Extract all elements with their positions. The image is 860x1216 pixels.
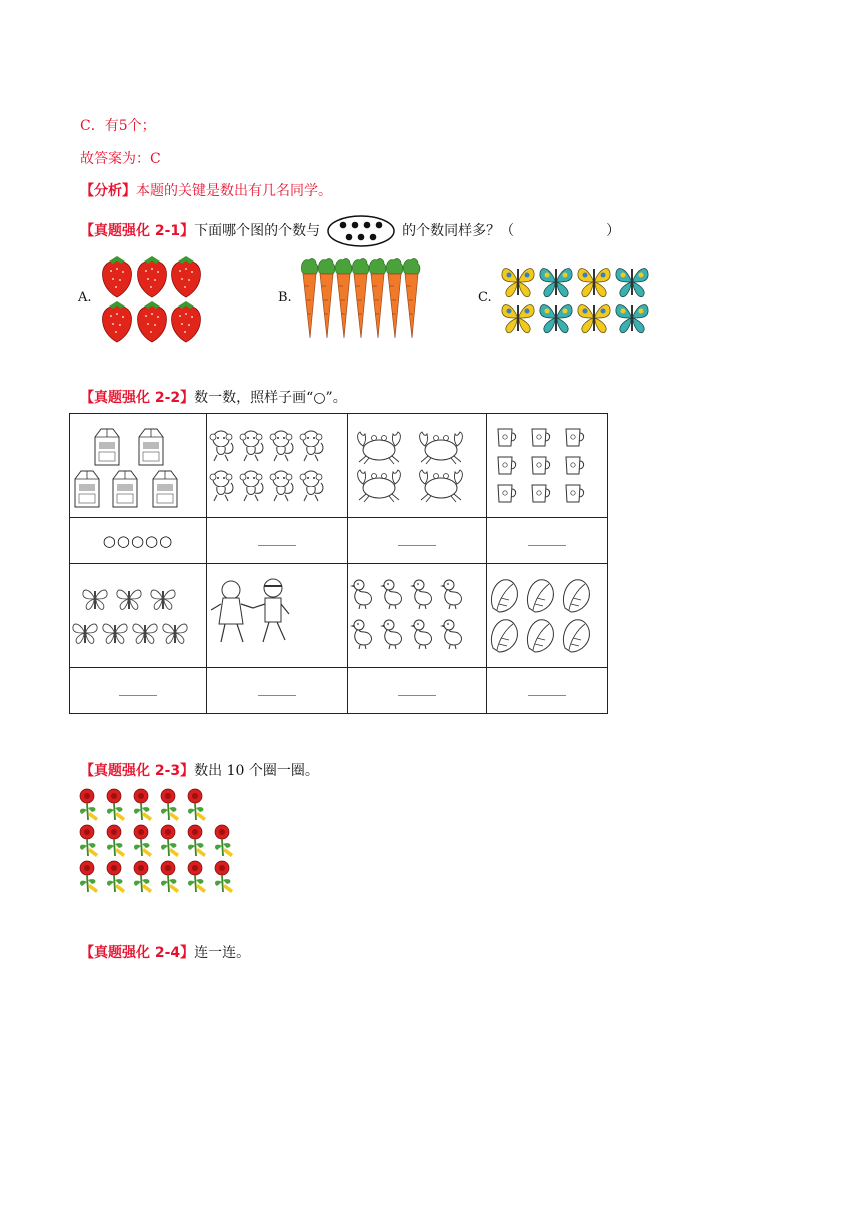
answer-cell-example [70, 518, 207, 564]
butterfly-icon [500, 263, 652, 335]
cell-butterfly [70, 564, 207, 668]
milk-carton-icon [70, 423, 180, 509]
question-2-3 [80, 760, 319, 780]
answer-cell[interactable] [487, 668, 608, 714]
question-text-2: 的个数同样多？（ [402, 223, 515, 239]
cabbage-icon [487, 576, 593, 656]
answer-cell[interactable] [70, 668, 207, 714]
example-circles: ○○○○○ [102, 532, 174, 550]
flower-icon [76, 788, 246, 896]
cell-cabbage [487, 564, 608, 668]
cell-duck [348, 564, 487, 668]
answer-blank[interactable] [398, 683, 436, 696]
cell-children [207, 564, 348, 668]
answer-blank[interactable] [119, 683, 157, 696]
strawberry-icon [100, 253, 205, 345]
question-tag: 【真题强化 2-2】 [80, 390, 195, 406]
cup-icon [487, 424, 591, 508]
question-2-4 [80, 942, 250, 962]
answer-blank[interactable] [258, 533, 296, 546]
final-answer-line: 故答案为：C [80, 151, 161, 167]
option-a-label: A. [78, 290, 92, 305]
answer-cell[interactable] [487, 518, 608, 564]
cell-cup [487, 414, 608, 518]
cell-monkey [207, 414, 348, 518]
answer-cell[interactable] [207, 518, 348, 564]
answer-blank[interactable] [398, 533, 436, 546]
dots-oval-icon [326, 214, 396, 248]
question-text: 数出 10 个圈一圈。 [194, 763, 319, 779]
question-2-2 [80, 387, 347, 407]
question-text: 数一数，照样子画“○”。 [194, 390, 347, 406]
answer-blank[interactable] [528, 683, 566, 696]
answer-blank[interactable] [528, 533, 566, 546]
analysis-text: 本题的关键是数出有几名同学。 [136, 183, 332, 199]
children-icon [207, 576, 297, 656]
cell-milk [70, 414, 207, 518]
paren-close: ） [606, 223, 621, 239]
question-tag: 【真题强化 2-1】 [80, 223, 195, 239]
butterfly-outline-icon [70, 581, 188, 651]
analysis-line [80, 180, 332, 200]
question-text: 连一连。 [194, 945, 251, 961]
answer-blank[interactable] [258, 683, 296, 696]
option-c-label: C. [478, 290, 492, 305]
analysis-tag: 【分析】 [80, 183, 136, 199]
question-tag: 【真题强化 2-4】 [80, 945, 195, 961]
cell-crab [348, 414, 487, 518]
question-tag: 【真题强化 2-3】 [80, 763, 195, 779]
monkey-icon [207, 427, 331, 505]
answer-c-line: C．有5个； [80, 118, 156, 134]
duck-icon [348, 577, 470, 655]
question-2-1 [80, 214, 620, 248]
carrot-icon [300, 258, 428, 340]
option-b-label: B. [278, 290, 292, 305]
answer-cell[interactable] [348, 518, 487, 564]
answer-cell[interactable] [207, 668, 348, 714]
question-text: 下面哪个图的个数与 [194, 223, 321, 239]
counting-table [69, 413, 608, 714]
answer-cell[interactable] [348, 668, 487, 714]
crab-icon [348, 426, 474, 506]
